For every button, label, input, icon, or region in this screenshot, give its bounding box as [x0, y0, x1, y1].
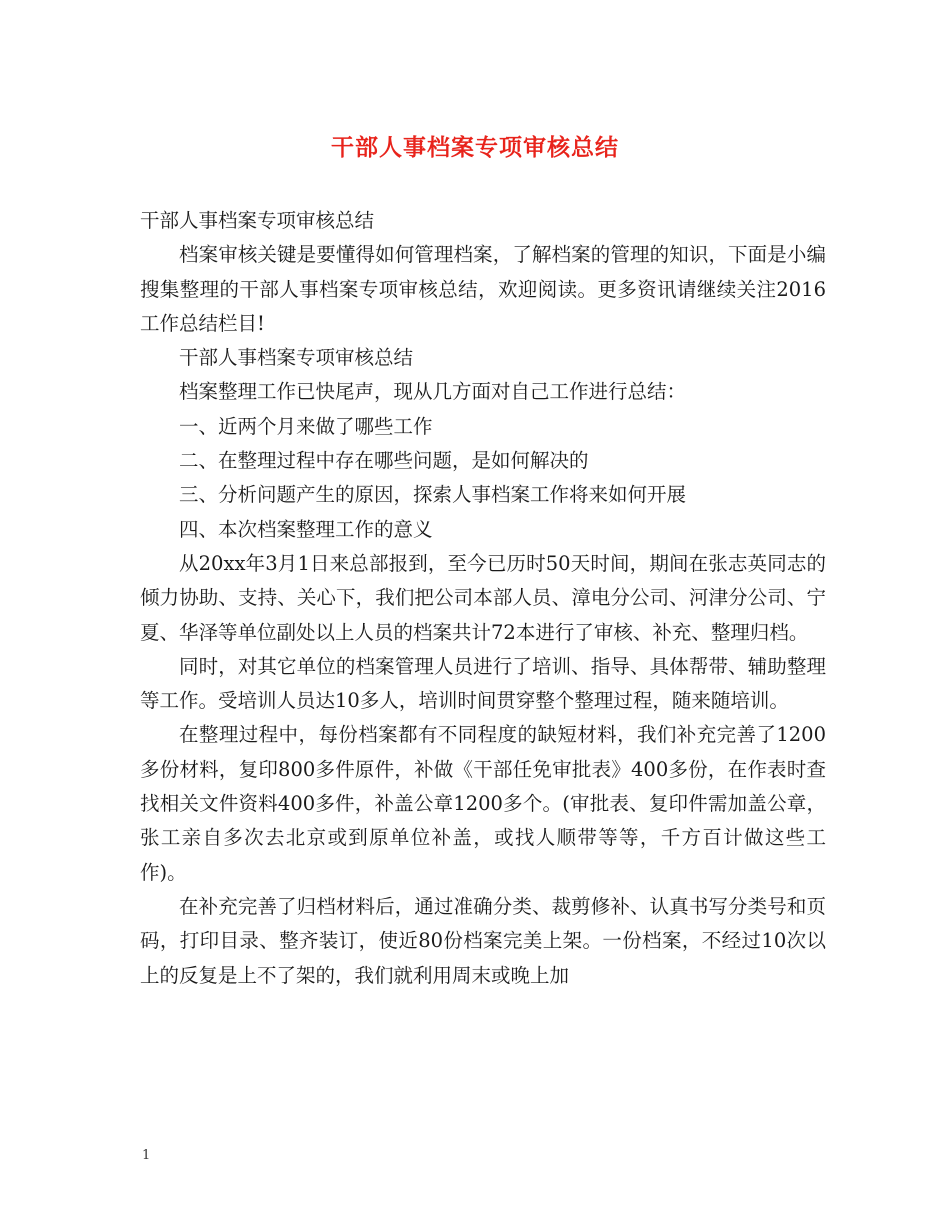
paragraph: 四、本次档案整理工作的意义: [179, 517, 433, 541]
paragraph: 干部人事档案专项审核总结: [179, 346, 414, 370]
paragraph: 干部人事档案专项审核总结: [140, 209, 375, 232]
document-body: [140, 204, 826, 993]
paragraph: 二、在整理过程中存在哪些问题，是如何解决的: [179, 449, 589, 473]
document-title: 干部人事档案专项审核总结: [331, 134, 619, 161]
paragraph: 在补充完善了归档材料后，通过准确分类、裁剪修补、认真书写分类号和页码，打印目录、整齐装订，使近80份档案完美上架。一份档案，不经过10次以上的反复是上不了架的，我们就利用周末或晚上加: [140, 894, 826, 987]
paragraph: 一、近两个月来做了哪些工作: [179, 414, 433, 438]
paragraph: 在整理过程中，每份档案都有不同程度的缺短材料，我们补充完善了1200多份材料，复印800多件原件，补做《干部任免审批表》400多份，在作表时查找相关文件资料400多件，补盖公章1200多个。(审批表、复印件需加盖公章，张工亲自多次去北京或到原单位补盖，或找人顺带等等，千方百计做这些工作)。: [140, 723, 826, 884]
paragraph: 三、分析问题产生的原因，探索人事档案工作将来如何开展: [179, 483, 687, 507]
page-number: 1: [142, 1148, 151, 1163]
paragraph: 档案整理工作已快尾声，现从几方面对自己工作进行总结：: [179, 380, 687, 404]
paragraph: 档案审核关键是要懂得如何管理档案，了解档案的管理的知识，下面是小编搜集整理的干部人事档案专项审核总结，欢迎阅读。更多资讯请继续关注2016工作总结栏目!: [140, 243, 826, 335]
paragraph: 从20xx年3月1日来总部报到，至今已历时50天时间，期间在张志英同志的倾力协助、支持、关心下，我们把公司本部人员、漳电分公司、河津分公司、宁夏、华泽等单位副处以上人员的档案共计72本进行了审核、补充、整理归档。: [140, 551, 826, 644]
paragraph: 同时，对其它单位的档案管理人员进行了培训、指导、具体帮带、辅助整理等工作。受培训人员达10多人，培训时间贯穿整个整理过程，随来随培训。: [140, 654, 826, 713]
